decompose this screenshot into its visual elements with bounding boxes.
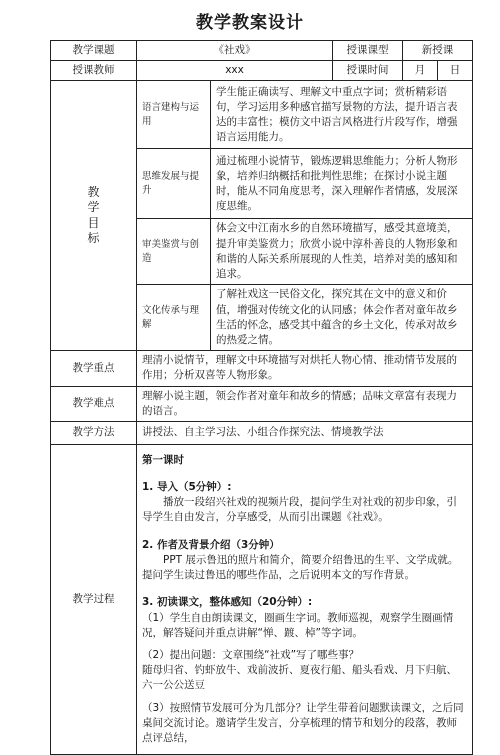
time-day: 日 [438, 61, 473, 81]
methods-row [51, 422, 473, 445]
goal-text-aesthetic: 体会文中江南水乡的自然环境描写，感受其意境美，提升审美鉴赏力；欣赏小说中淳朴善良的人物形象和和谐的人际关系所展现的人性美，培养对美的感知和追求。 [211, 219, 473, 285]
goal-name-language: 语言建构与运用 [137, 81, 211, 149]
key-points-text: 理清小说情节，理解文中环境描写对烘托人物心情、推动情节发展的作用；分析双喜等人物形象。 [137, 351, 473, 386]
type-label: 授课课型 [333, 41, 403, 61]
difficulties-row [51, 386, 473, 421]
process-row [51, 445, 473, 755]
session-title: 第一课时 [142, 453, 184, 466]
subject-label: 教学课题 [51, 41, 137, 61]
step2-title: 2. 作者及背景介绍（3分钟） [142, 538, 280, 551]
step3-title: 3. 初读课文，整体感知（20分钟）: [142, 596, 313, 609]
goals-label: 教学目标 [51, 81, 137, 351]
step2-text: PPT 展示鲁迅的照片和简介，简要介绍鲁迅的生平、文学成就。提问学生读过鲁迅的哪些作品，之后说明本文的写作背景。 [142, 553, 459, 582]
step1-text: 播放一段绍兴社戏的视频片段，提问学生对社戏的初步印象，引导学生自由发言，分享感受，从而引出课题《社戏》。 [142, 496, 457, 524]
key-points-label: 教学重点 [51, 351, 137, 386]
step1-title: 1. 导入（5分钟）: [142, 481, 232, 494]
goal-row-language [51, 81, 473, 149]
goal-text-language: 学生能正确读写、理解文中重点字词；赏析精彩语句，学习运用多种感官描写景物的方法，提升语言表达的丰富性；模仿文中语言风格进行片段写作，增强语言运用能力。 [211, 81, 473, 149]
time-label: 授课时间 [333, 61, 403, 81]
difficulties-text: 理解小说主题，领会作者对童年和故乡的情感；品味文章富有表现力的语言。 [137, 386, 473, 421]
goal-name-thinking: 思维发展与提升 [137, 149, 211, 219]
step3-question-2: （2）提出问题：文章围绕“社戏”写了哪些事？ [142, 649, 360, 661]
methods-label: 教学方法 [51, 422, 137, 445]
goal-text-thinking: 通过梳理小说情节，锻炼逻辑思维能力；分析人物形象，培养归纳概括和批判性思维；在探讨小说主题时，能从不同角度思考，深入理解作者情感，发展深度思维。 [211, 149, 473, 219]
key-points-row [51, 351, 473, 386]
process-label: 教学过程 [51, 445, 137, 755]
step3-answer-2: 随母归省、钓虾放牛、戏前波折、夏夜行船、船头看戏、月下归航、六一公公送豆 [142, 664, 457, 692]
lesson-plan-table [50, 40, 473, 755]
goal-name-culture: 文化传承与理解 [137, 285, 211, 351]
teacher-label: 授课教师 [51, 61, 137, 81]
step3-question-3: （3）按照情节发展可分为几部分？让学生带着问题默读课文，之后同桌间交流讨论。邀请学生发言，分享梳理的情节和划分的段落，教师点评总结， [142, 701, 464, 745]
goal-text-culture: 了解社戏这一民俗文化，探究其在文中的意义和价值，增强对传统文化的认同感；体会作者对童年故乡生活的怀念，感受其中蕴含的乡土文化，传承对故乡的热爱之情。 [211, 285, 473, 351]
teacher-row [51, 61, 473, 81]
subject-value: 《社戏》 [137, 41, 333, 61]
subject-row [51, 41, 473, 61]
methods-text: 讲授法、自主学习法、小组合作探究法、情境教学法 [137, 422, 473, 445]
page-title: 教学教案设计 [196, 13, 304, 33]
type-value: 新授课 [403, 41, 473, 61]
goal-name-aesthetic: 审美鉴赏与创造 [137, 219, 211, 285]
time-month: 月 [403, 61, 438, 81]
teacher-value: xxx [137, 61, 333, 81]
difficulties-label: 教学难点 [51, 386, 137, 421]
step3-question-1: （1）学生自由朗读课文，圈画生字词。教师巡视，观察学生圈画情况，解答疑问并重点讲解“惮、踱、棹”等字词。 [142, 611, 454, 639]
process-content [137, 445, 473, 755]
